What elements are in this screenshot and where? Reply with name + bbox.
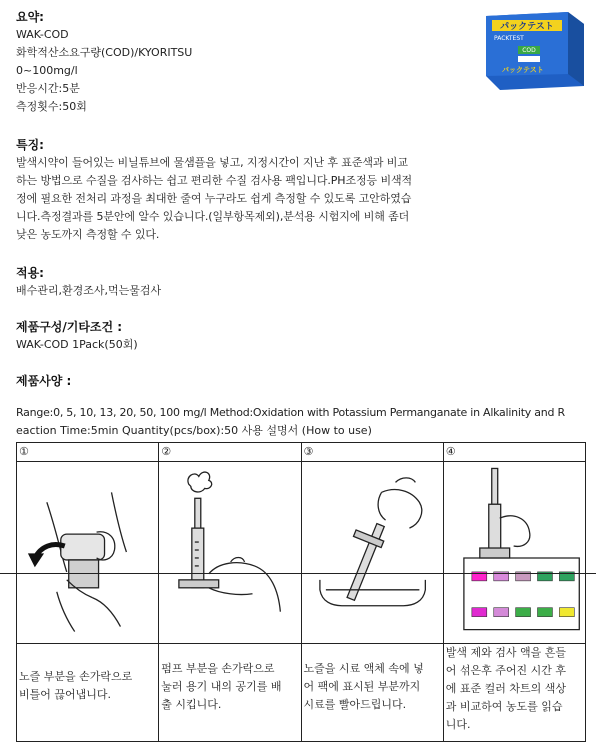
step-desc-line: 비틀어 끊어냅니다. [19, 688, 112, 702]
box-bottom-text: パックテスト [502, 66, 544, 74]
application-text: 배수관리,환경조사,먹는물검사 [16, 284, 162, 297]
horizontal-rule [0, 573, 596, 574]
step-3-description [301, 644, 443, 742]
features-line: 발색시약이 들어있는 비닐튜브에 물샘플을 넣고, 지정시간이 지난 후 표준색과 비교 [16, 156, 408, 169]
features-line: 니다.측정결과를 5분안에 알수 있습니다.(일부항목제외),분석용 시험지에 비해 좀더 [16, 210, 410, 223]
composition-text: WAK-COD 1Pack(50회) [16, 338, 138, 351]
features-section [16, 136, 478, 244]
product-box-image [482, 10, 587, 90]
summary-line: 화학적산소요구량(COD)/KYORITSU [16, 46, 193, 59]
step-desc-line: 노즐 부분을 손가락으로 [19, 670, 133, 684]
step-desc-line: 출 시킵니다. [161, 698, 222, 712]
color-chart-swatches [472, 572, 574, 617]
step-number: ④ [443, 443, 585, 462]
how-to-use-table [16, 442, 586, 742]
application-section [16, 264, 161, 300]
color-swatch [537, 608, 552, 617]
color-swatch [472, 608, 487, 617]
features-line: 정에 필요한 전처리 과정을 최대한 줄여 누구라도 쉽게 측정할 수 있도록 고안하였습 [16, 192, 412, 205]
step-2-illustration [159, 462, 301, 644]
step-2-description [159, 644, 301, 742]
step-desc-line: 과 비교하여 농도를 읽습 [445, 700, 563, 714]
step-1-illustration [17, 462, 159, 644]
step-desc-line: 에 표준 컬러 차트의 색상 [445, 682, 566, 696]
box-sub-text: PACKTEST [494, 35, 524, 42]
summary-heading: 요약: [16, 10, 44, 24]
step-desc-line: 노즐을 시료 액체 속에 넣 [303, 662, 424, 676]
step-number: ③ [301, 443, 443, 462]
step-4-illustration [443, 462, 585, 644]
spec-section [16, 372, 71, 390]
step-desc-line: 발색 제와 검사 액을 흔들 [445, 646, 566, 660]
step-number: ① [17, 443, 159, 462]
step-desc-line: 어 섞은후 주어진 시간 후 [445, 664, 566, 678]
summary-line: 측정횟수:50회 [16, 100, 87, 113]
composition-section [16, 318, 138, 354]
box-cod-label: COD [522, 47, 536, 54]
features-line: 하는 방법으로 수질을 검사하는 쉽고 편리한 수질 검사용 팩입니다.PH조정등 비색적 [16, 174, 413, 187]
step-3-illustration [301, 462, 443, 644]
summary-line: WAK-COD [16, 28, 69, 41]
step-desc-line: 눌러 용기 내의 공기를 배 [161, 680, 282, 694]
step-desc-line: 어 팩에 표시된 부분까지 [303, 680, 421, 694]
summary-line: 반응시간:5분 [16, 82, 80, 95]
spec-range-text [16, 404, 586, 440]
step-number: ② [159, 443, 301, 462]
application-heading: 적용: [16, 266, 44, 280]
step-desc-line: 시료를 빨아드립니다. [303, 698, 407, 712]
summary-section [16, 8, 192, 116]
spec-line-1: Range:0, 5, 10, 13, 20, 50, 100 mg/l Method:Oxidation with Potassium Permanganate in Alkalinity and R [16, 406, 565, 419]
color-swatch [493, 608, 508, 617]
features-heading: 특징: [16, 138, 44, 152]
composition-heading: 제품구성/기타조건 : [16, 320, 123, 334]
step-4-description [443, 644, 585, 742]
box-logo-text: パックテスト [500, 22, 554, 32]
step-1-description [17, 644, 159, 742]
summary-line: 0~100mg/l [16, 64, 78, 77]
features-line: 낮은 농도까지 측정할 수 있다. [16, 228, 160, 241]
spec-line-2: eaction Time:5min Quantity(pcs/box):50 사용 설명서 (How to use) [16, 424, 372, 437]
spec-heading: 제품사양 : [16, 374, 72, 388]
color-swatch [515, 608, 530, 617]
step-desc-line: 펌프 부분을 손가락으로 [161, 662, 275, 676]
step-desc-line: 니다. [445, 718, 471, 732]
color-swatch [559, 608, 574, 617]
